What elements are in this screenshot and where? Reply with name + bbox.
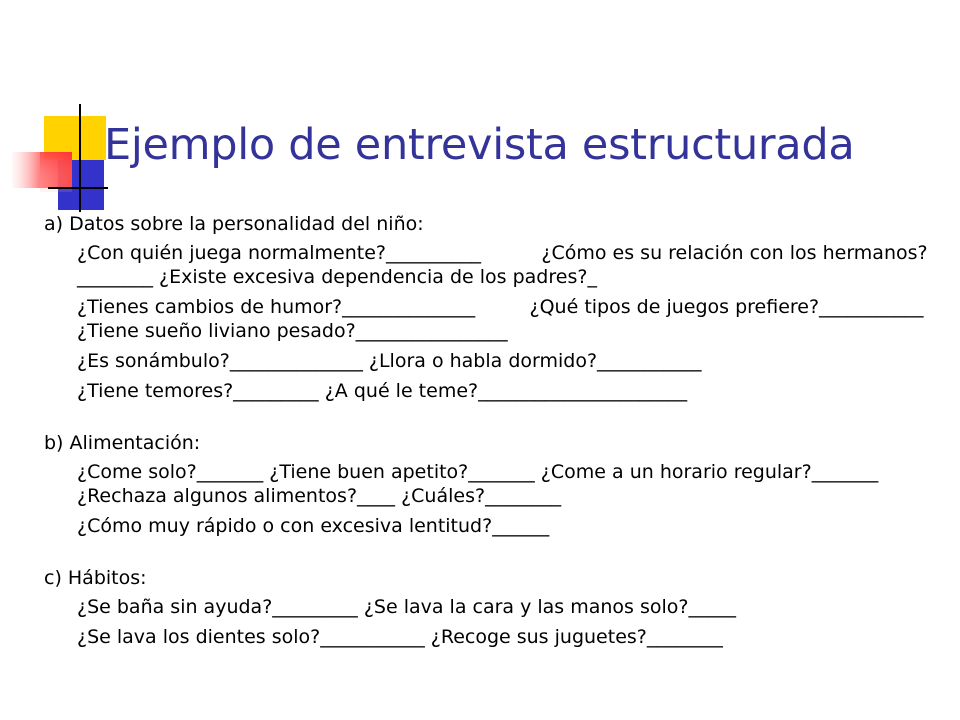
interview-content xyxy=(44,212,934,655)
slide-title: Ejemplo de entrevista estructurada xyxy=(104,120,855,170)
question-block: ¿Es sonámbulo?______________ ¿Llora o habla dormido?___________ xyxy=(77,350,702,372)
question-block: ¿Se lava los dientes solo?___________ ¿Recoge sus juguetes?________ xyxy=(77,626,723,648)
question-block: ¿Tiene temores?_________ ¿A qué le teme?______________________ xyxy=(77,380,688,402)
question-block: ¿Con quién juega normalmente?__________ ¿Cómo es su relación con los hermanos?________ ¿Existe excesiva dependencia de los padres?_ xyxy=(77,242,928,288)
title-decoration xyxy=(0,0,130,220)
section-spacer xyxy=(44,544,934,566)
section-heading-habits: c) Hábitos: xyxy=(44,567,147,589)
question-block: ¿Cómo muy rápido o con excesiva lentitud?______ xyxy=(77,515,550,537)
question-block: ¿Tienes cambios de humor?______________ ¿Qué tipos de juegos prefiere?___________ ¿Tiene sueño liviano pesado?________________ xyxy=(77,296,930,342)
question-block: ¿Se baña sin ayuda?_________ ¿Se lava la cara y las manos solo?_____ xyxy=(77,596,736,618)
section-heading-personality: a) Datos sobre la personalidad del niño: xyxy=(44,213,424,235)
question-block: ¿Come solo?_______ ¿Tiene buen apetito?_______ ¿Come a un horario regular?_______ ¿Rechaza algunos alimentos?____ ¿Cuáles?________ xyxy=(77,461,885,507)
red-fade-stripe xyxy=(40,152,72,192)
section-spacer xyxy=(44,409,934,431)
section-heading-feeding: b) Alimentación: xyxy=(44,432,201,454)
